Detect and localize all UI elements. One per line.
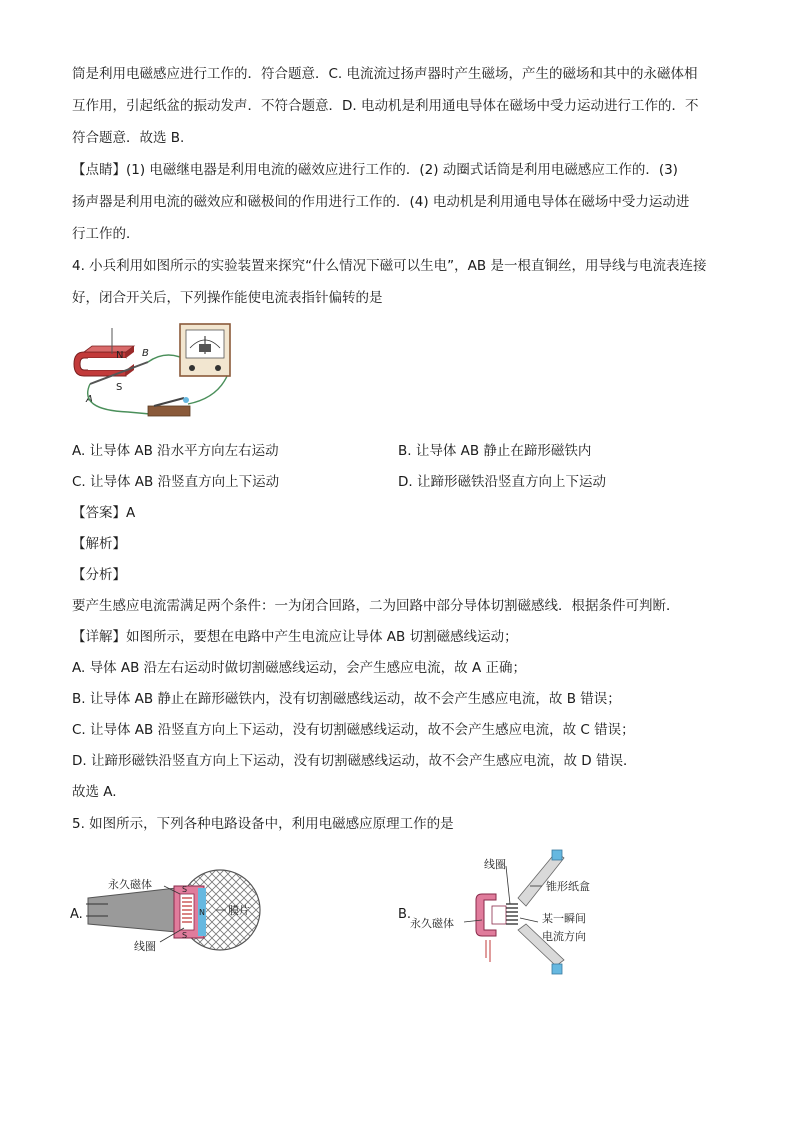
- speaker-coil-label: 线圈: [484, 858, 506, 871]
- microphone-figure: [68, 858, 278, 958]
- option-c[interactable]: C. 让导体 AB 沿竖直方向上下运动: [72, 474, 280, 490]
- detail-b: B. 让导体 AB 静止在蹄形磁铁内，没有切割磁感线运动，故不会产生感应电流，故 B 错误；: [72, 691, 621, 707]
- detail-d: D. 让蹄形磁铁沿竖直方向上下运动，没有切割磁感线运动，故不会产生感应电流，故 D 错误．: [72, 753, 637, 769]
- question-4-stem: 4. 小兵利用如图所示的实验装置来探究“什么情况下磁可以生电”，AB 是一根直铜丝，用导线与电流表连接: [72, 258, 707, 274]
- pole-n: N: [199, 908, 205, 917]
- answer-label: 【答案】A: [72, 505, 136, 521]
- option-d[interactable]: D. 让蹄形磁铁沿竖直方向上下运动: [398, 474, 606, 490]
- diaphragm-label: 膜片: [228, 904, 250, 917]
- pole-s-top: S: [182, 885, 188, 894]
- pole-s-bottom: S: [182, 931, 188, 940]
- text-line: 互作用，引起纸盆的振动发声．不符合题意．D. 电动机是利用通电导体在磁场中受力运动进行工作的．不: [72, 98, 699, 114]
- analysis-heading: 【解析】: [72, 536, 126, 552]
- fenxi-heading: 【分析】: [72, 567, 126, 583]
- loudspeaker-figure: [396, 848, 636, 980]
- point-b-label: B: [142, 348, 149, 359]
- option-b[interactable]: B. 让导体 AB 静止在蹄形磁铁内: [398, 443, 592, 459]
- detail-heading: 【详解】如图所示，要想在电路中产生电流应让导体 AB 切割磁感线运动；: [72, 629, 518, 645]
- current-label-line2: 电流方向: [542, 930, 586, 943]
- permanent-magnet-label: 永久磁体: [108, 878, 152, 891]
- north-pole-label: N: [116, 350, 124, 361]
- text-line: 行工作的．: [72, 226, 140, 242]
- experiment-apparatus-figure: [68, 318, 328, 430]
- fenxi-text: 要产生感应电流需满足两个条件：一为闭合回路，二为回路中部分导体切割磁感线．根据条件可判断．: [72, 598, 680, 614]
- text-line: 扬声器是利用电流的磁效应和磁极间的作用进行工作的．(4) 电动机是利用通电导体在磁场中受力运动进: [72, 194, 690, 210]
- coil-label: 线圈: [134, 940, 156, 953]
- speaker-magnet-label: 永久磁体: [410, 917, 454, 930]
- conclusion: 故选 A.: [72, 784, 117, 800]
- detail-c: C. 让导体 AB 沿竖直方向上下运动，没有切割磁感线运动，故不会产生感应电流，故 C 错误；: [72, 722, 635, 738]
- question-5-stem: 5. 如图所示，下列各种电路设备中，利用电磁感应原理工作的是: [72, 816, 454, 832]
- question-4-stem-cont: 好，闭合开关后，下列操作能使电流表指针偏转的是: [72, 290, 383, 306]
- tip-heading-line: 【点睛】(1) 电磁继电器是利用电流的磁效应进行工作的．(2) 动圈式话筒是利用电磁感应工作的．(3): [72, 162, 678, 178]
- detail-a: A. 导体 AB 沿左右运动时做切割磁感线运动，会产生感应电流，故 A 正确；: [72, 660, 526, 676]
- text-line: 筒是利用电磁感应进行工作的．符合题意．C. 电流流过扬声器时产生磁场，产生的磁场和其中的永磁体相: [72, 66, 698, 82]
- text-line: 符合题意．故选 B.: [72, 130, 185, 146]
- current-label-line1: 某一瞬间: [542, 912, 586, 925]
- south-pole-label: S: [116, 382, 123, 393]
- point-a-label: A: [86, 394, 93, 405]
- cone-label: 锥形纸盒: [546, 880, 590, 893]
- option-b-marker: B.: [398, 907, 412, 922]
- option-a[interactable]: A. 让导体 AB 沿水平方向左右运动: [72, 443, 279, 459]
- option-a-marker: A.: [70, 907, 83, 922]
